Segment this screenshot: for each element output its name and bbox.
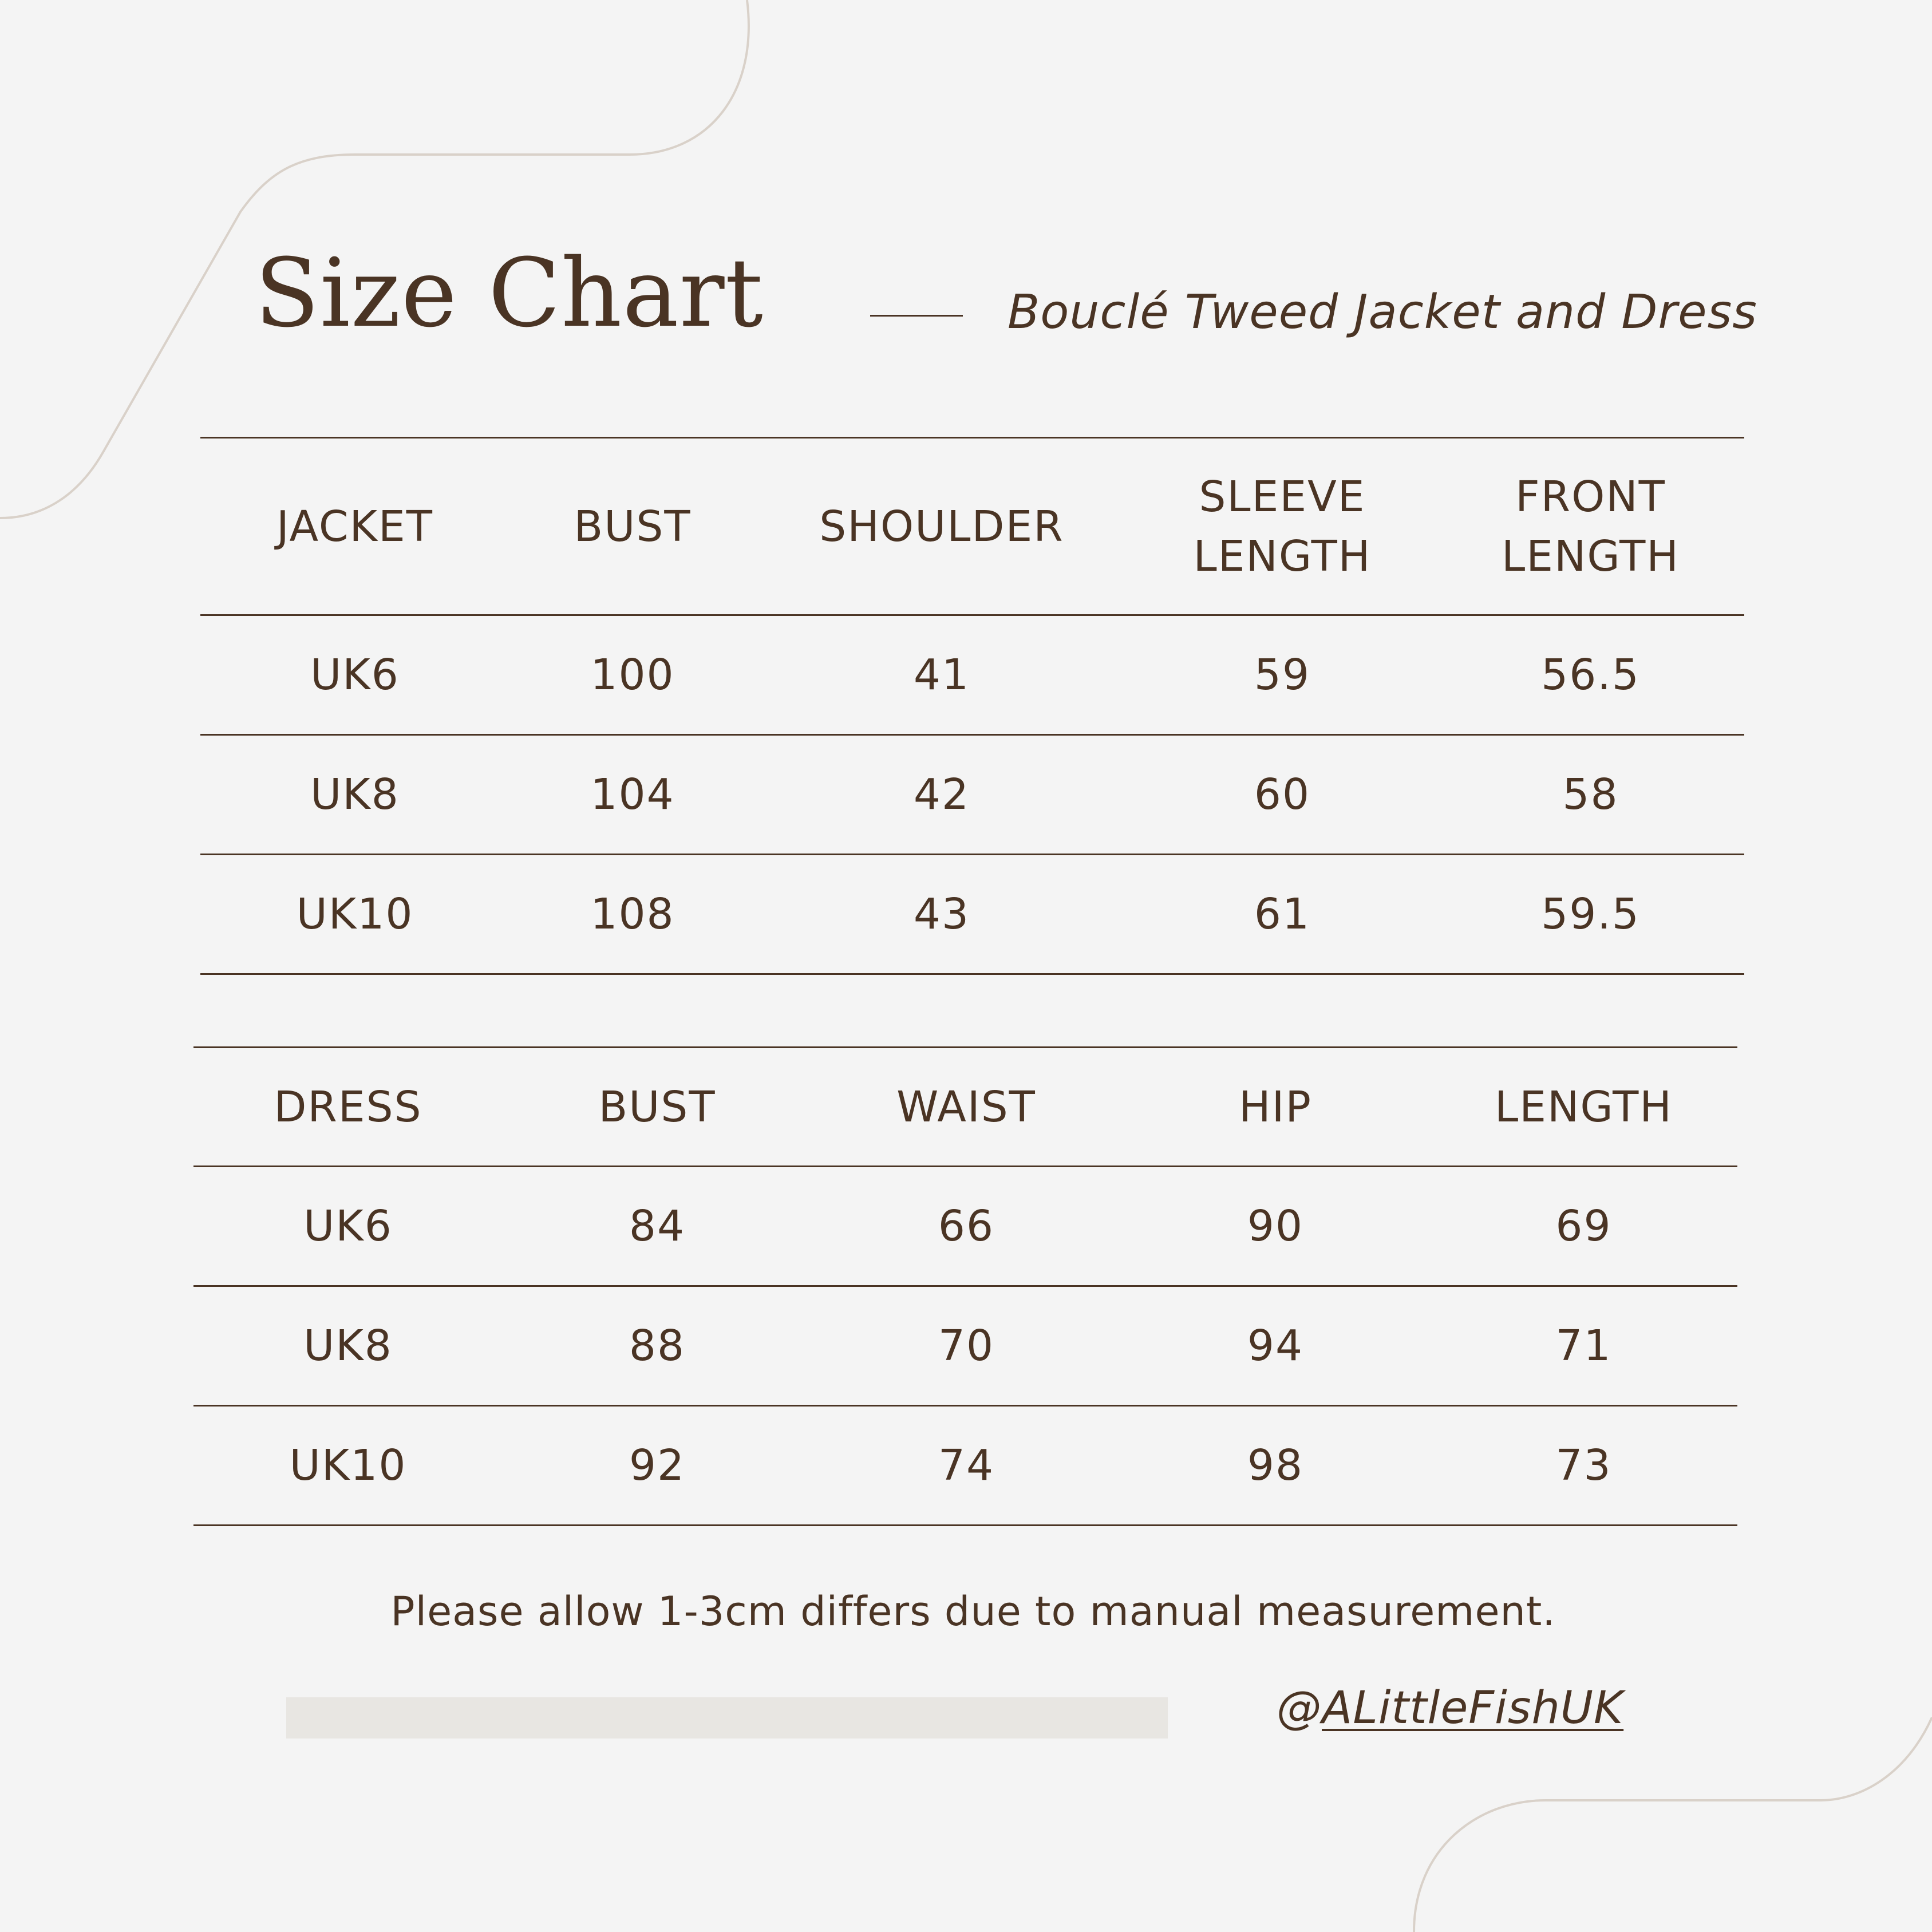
column-header: BUST bbox=[503, 1048, 812, 1167]
measurement-note: Please allow 1-3cm differs due to manual measurement. bbox=[390, 1588, 1556, 1635]
table-row bbox=[193, 1167, 1737, 1286]
column-header: BUST bbox=[509, 438, 756, 615]
table-cell: 42 bbox=[756, 735, 1128, 855]
decor-curve-bottom-right bbox=[1414, 1717, 1932, 1932]
table-row bbox=[193, 1286, 1737, 1406]
column-header: SHOULDER bbox=[756, 438, 1128, 615]
table-cell: 59.5 bbox=[1437, 855, 1744, 974]
handle-at-sign: @ bbox=[1277, 1682, 1322, 1734]
social-handle-link[interactable]: ALittleFishUK bbox=[1322, 1682, 1624, 1734]
table-cell: 73 bbox=[1430, 1406, 1737, 1526]
table-cell: UK6 bbox=[193, 1167, 503, 1286]
decorative-bar bbox=[286, 1697, 1168, 1739]
table-cell: 56.5 bbox=[1437, 615, 1744, 735]
column-header: DRESS bbox=[193, 1048, 503, 1167]
table-cell: 41 bbox=[756, 615, 1128, 735]
table-cell: 90 bbox=[1121, 1167, 1430, 1286]
table-cell: UK8 bbox=[200, 735, 509, 855]
table-row bbox=[200, 735, 1744, 855]
table-cell: 61 bbox=[1128, 855, 1437, 974]
table-cell: 58 bbox=[1437, 735, 1744, 855]
column-header: JACKET bbox=[200, 438, 509, 615]
dress-size-table bbox=[193, 1046, 1737, 1526]
table-cell: 70 bbox=[812, 1286, 1121, 1406]
table-cell: 94 bbox=[1121, 1286, 1430, 1406]
table-cell: 59 bbox=[1128, 615, 1437, 735]
table-cell: 88 bbox=[503, 1286, 812, 1406]
column-header: SLEEVE LENGTH bbox=[1128, 438, 1437, 615]
column-header: LENGTH bbox=[1430, 1048, 1737, 1167]
table-cell: 104 bbox=[509, 735, 756, 855]
jacket-size-table bbox=[200, 437, 1744, 975]
social-handle bbox=[1277, 1682, 1624, 1734]
table-cell: UK10 bbox=[193, 1406, 503, 1526]
column-header: WAIST bbox=[812, 1048, 1121, 1167]
table-cell: 43 bbox=[756, 855, 1128, 974]
table-cell: 98 bbox=[1121, 1406, 1430, 1526]
table-cell: UK8 bbox=[193, 1286, 503, 1406]
table-row bbox=[193, 1406, 1737, 1526]
column-header: FRONT LENGTH bbox=[1437, 438, 1744, 615]
column-header: HIP bbox=[1121, 1048, 1430, 1167]
page-subtitle: Bouclé Tweed Jacket and Dress bbox=[1008, 285, 1758, 339]
table-cell: UK10 bbox=[200, 855, 509, 974]
title-divider bbox=[870, 315, 963, 317]
table-cell: 71 bbox=[1430, 1286, 1737, 1406]
table-cell: UK6 bbox=[200, 615, 509, 735]
table-header-row bbox=[193, 1048, 1737, 1167]
table-row bbox=[200, 855, 1744, 974]
table-cell: 69 bbox=[1430, 1167, 1737, 1286]
table-cell: 66 bbox=[812, 1167, 1121, 1286]
page-title: Size Chart bbox=[255, 238, 764, 348]
table-cell: 84 bbox=[503, 1167, 812, 1286]
table-cell: 74 bbox=[812, 1406, 1121, 1526]
table-cell: 108 bbox=[509, 855, 756, 974]
table-cell: 92 bbox=[503, 1406, 812, 1526]
table-cell: 60 bbox=[1128, 735, 1437, 855]
table-cell: 100 bbox=[509, 615, 756, 735]
table-header-row bbox=[200, 438, 1744, 615]
table-row bbox=[200, 615, 1744, 735]
